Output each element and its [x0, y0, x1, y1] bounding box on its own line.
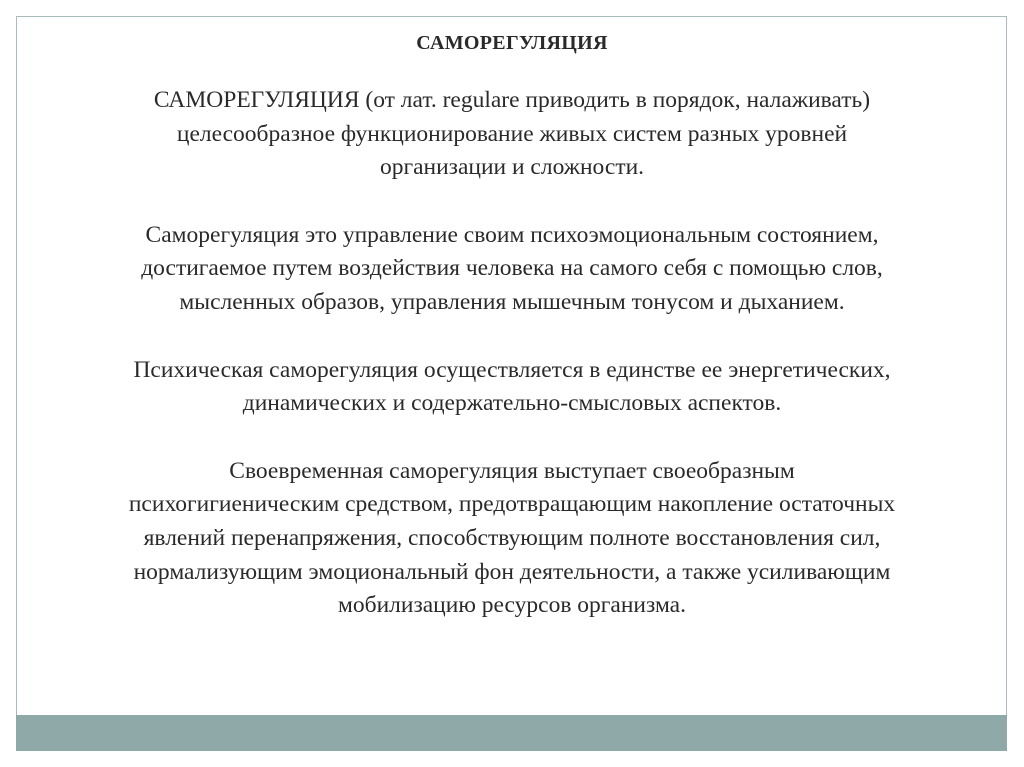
text-line: мобилизацию ресурсов организма. [338, 592, 686, 619]
paragraph-management [30, 219, 994, 320]
text-line: динамических и содержательно-смысловых аспектов. [242, 390, 782, 417]
bottom-accent-bar [16, 715, 1007, 751]
text-line: психогигиеническим средством, предотвращающим накопление остаточных [128, 491, 896, 518]
paragraph-timely [30, 455, 994, 623]
text-line: достигаемое путем воздействия человека на самого себя с помощью слов, [141, 255, 883, 282]
slide-content [30, 22, 994, 623]
text-line: нормализующим эмоциональный фон деятельности, а также усиливающим [133, 558, 891, 585]
text-line: Психическая саморегуляция осуществляется в единстве ее энергетических, [133, 356, 891, 383]
text-line: мысленных образов, управления мышечным тонусом и дыханием. [179, 288, 845, 315]
text-line: САМОРЕГУЛЯЦИЯ (от лат. regulare приводить в порядок, налаживать) [153, 87, 871, 113]
paragraph-psychic [30, 354, 994, 421]
text-line: организации и сложности. [379, 154, 645, 181]
paragraph-definition [30, 84, 994, 185]
text-line: Своевременная саморегуляция выступает своеобразным [229, 457, 795, 484]
text-line: явлений перенапряжения, способствующим полноте восстановления сил, [143, 524, 881, 551]
text-line: целесообразное функционирование живых систем разных уровней [176, 120, 848, 147]
text-line: Саморегуляция это управление своим психоэмоциональным состоянием, [145, 221, 879, 248]
slide-title: САМОРЕГУЛЯЦИЯ [416, 32, 608, 54]
